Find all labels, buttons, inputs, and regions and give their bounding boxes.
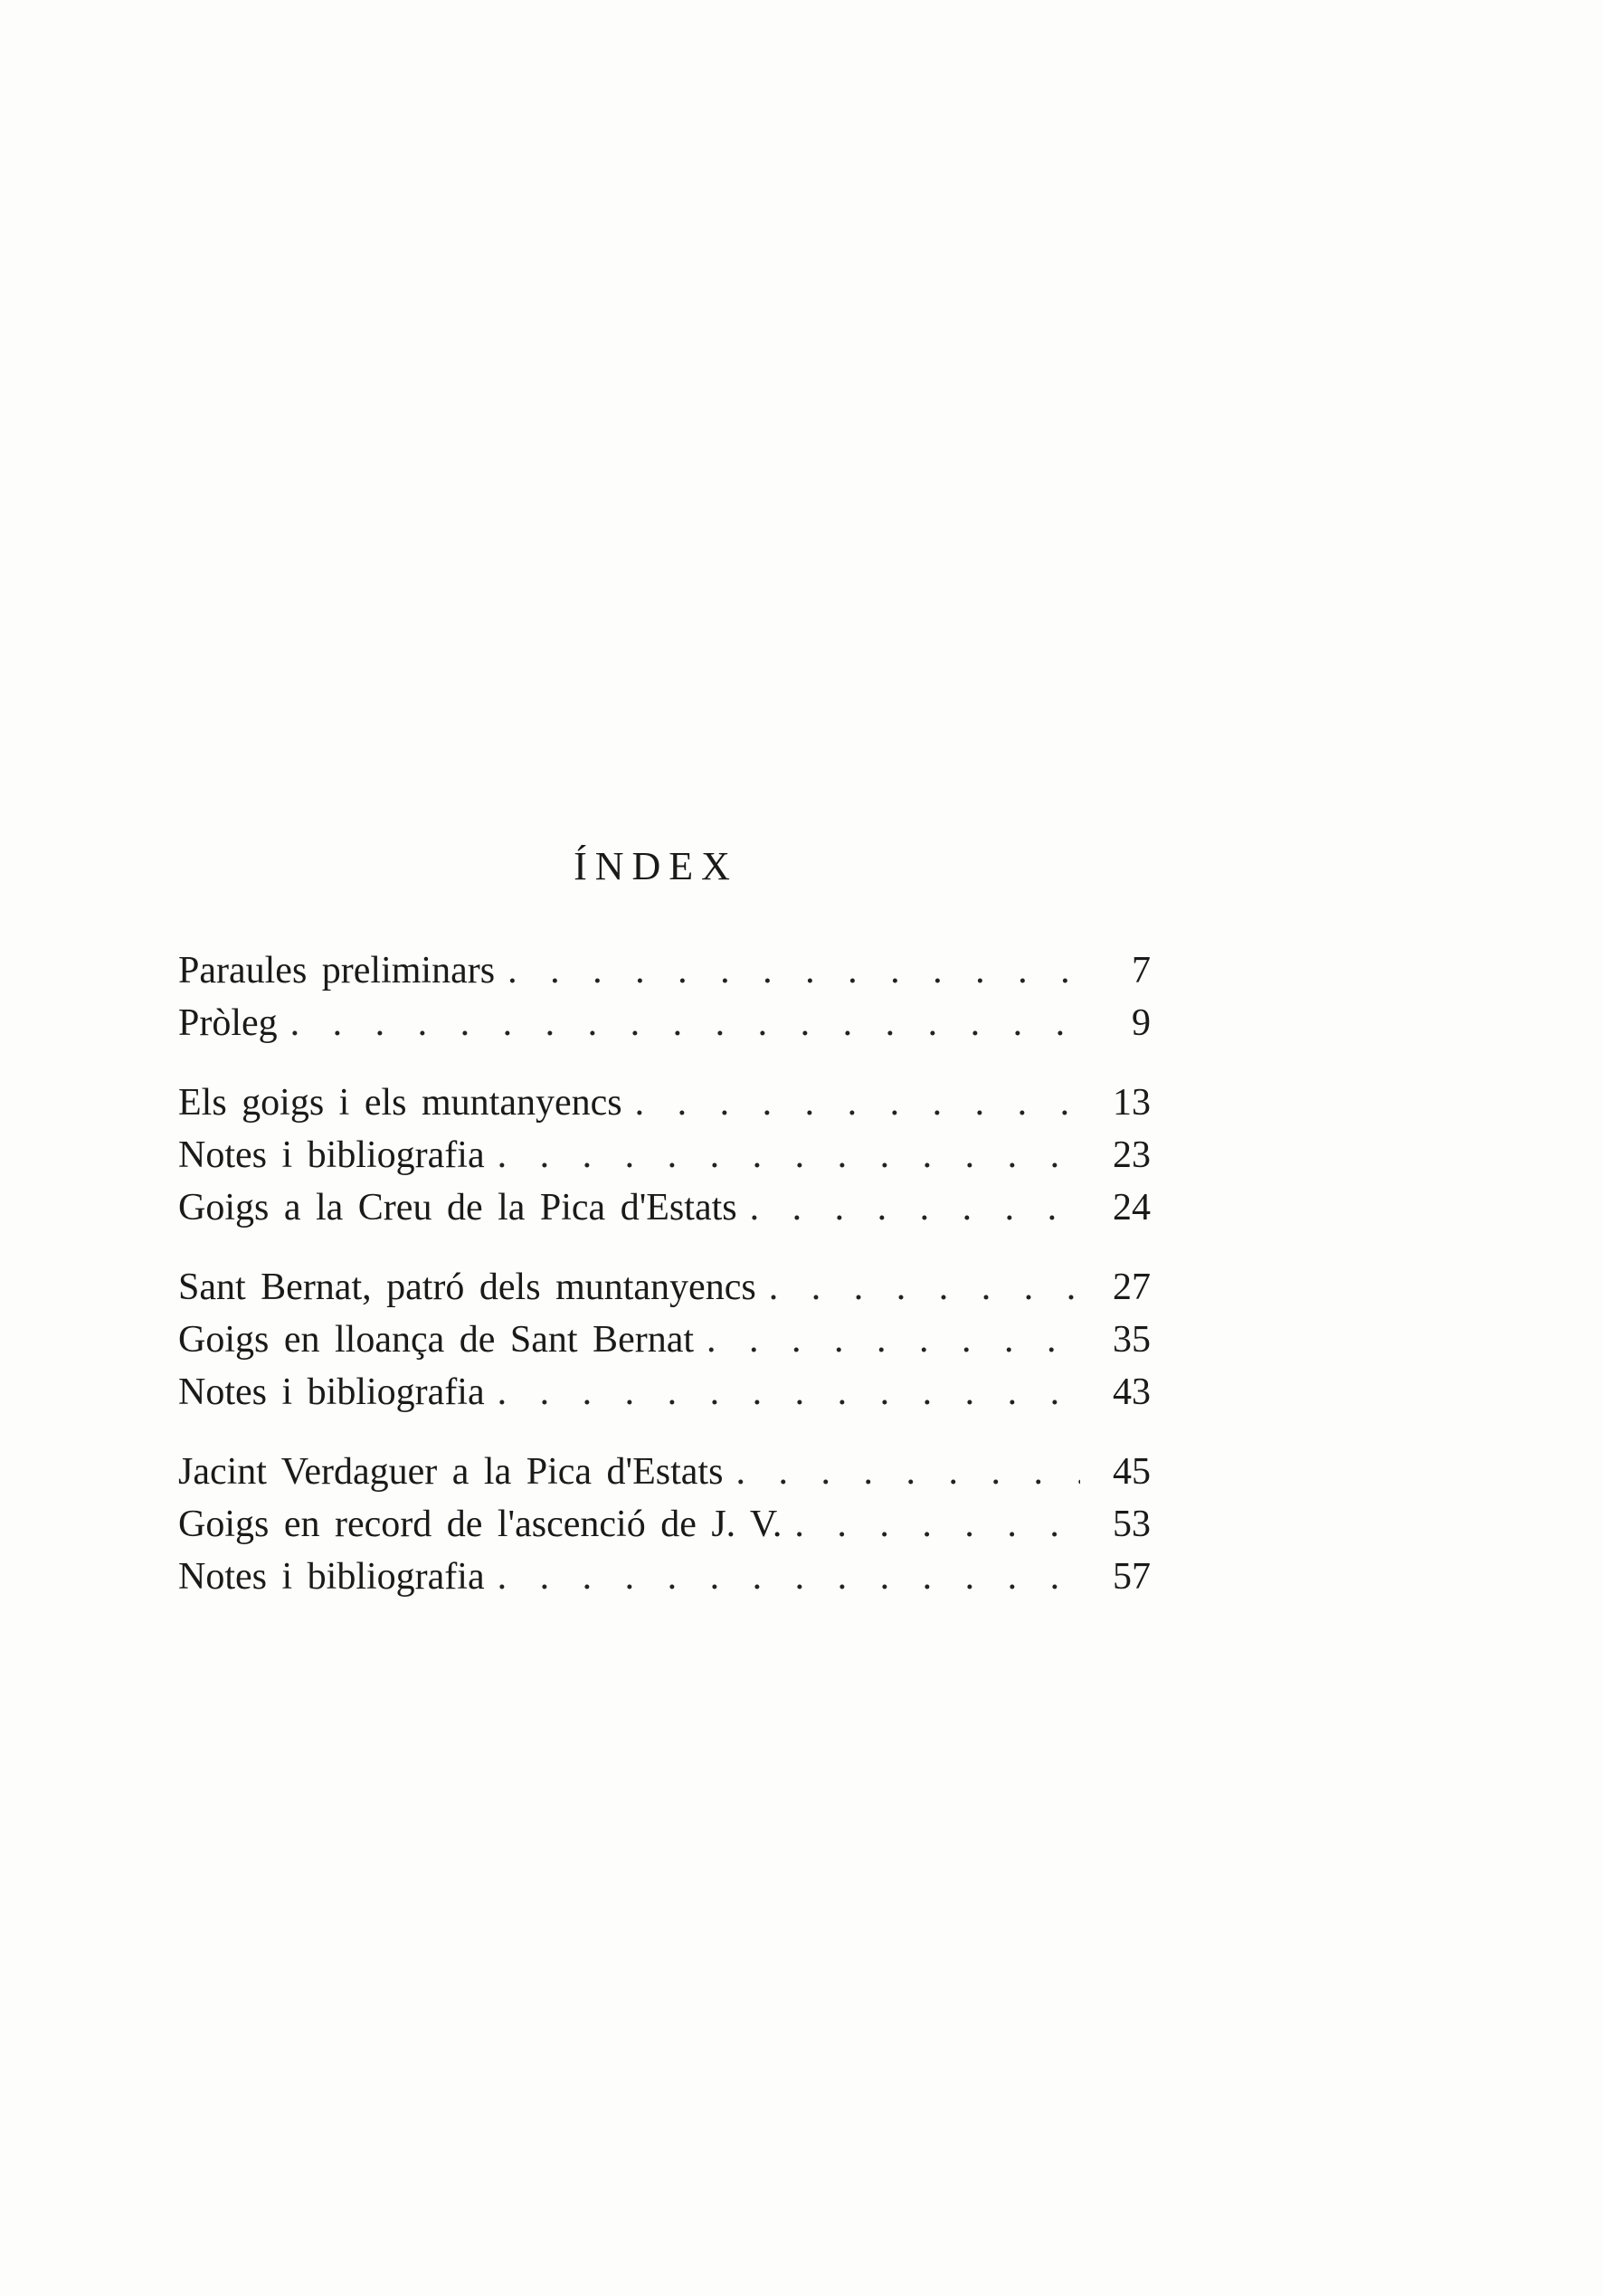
- table-of-contents: [178, 944, 1151, 1630]
- toc-entry-title: Els goigs i els muntanyencs: [178, 1082, 622, 1124]
- toc-entry-page: 13: [1113, 1082, 1151, 1124]
- toc-entry: [178, 1129, 1151, 1181]
- toc-entry: [178, 1261, 1151, 1314]
- dot-leader: [498, 1551, 1080, 1603]
- dot-leader: [794, 1498, 1080, 1551]
- toc-entry-page: 43: [1113, 1371, 1151, 1413]
- dot-leader: [707, 1314, 1080, 1366]
- dot-leader: [498, 1129, 1080, 1181]
- toc-entry-page: 53: [1113, 1504, 1151, 1545]
- toc-entry-title: Goigs en record de l'ascenció de J. V.: [178, 1504, 783, 1545]
- toc-entry-page: 45: [1113, 1451, 1151, 1493]
- toc-entry-title: Paraules preliminars: [178, 950, 496, 991]
- dot-leader: [735, 1446, 1080, 1498]
- toc-group: [178, 944, 1151, 1049]
- toc-entry: [178, 1181, 1151, 1234]
- toc-entry-title: Jacint Verdaguer a la Pica d'Estats: [178, 1451, 724, 1493]
- dot-leader: [498, 1366, 1080, 1418]
- toc-entry-title: Notes i bibliografia: [178, 1134, 485, 1176]
- toc-entry-page: 7: [1132, 950, 1151, 991]
- toc-entry-page: 9: [1132, 1002, 1151, 1044]
- toc-group: [178, 1077, 1151, 1234]
- toc-entry-page: 24: [1113, 1187, 1151, 1229]
- toc-entry: [178, 997, 1151, 1049]
- toc-entry: [178, 1446, 1151, 1498]
- dot-leader: [507, 944, 1080, 997]
- toc-entry-page: 57: [1113, 1556, 1151, 1598]
- toc-entry-page: 23: [1113, 1134, 1151, 1176]
- toc-entry-title: Sant Bernat, patró dels muntanyencs: [178, 1267, 756, 1308]
- toc-entry: [178, 1366, 1151, 1418]
- toc-group: [178, 1261, 1151, 1418]
- toc-entry: [178, 1498, 1151, 1551]
- page-title: ÍNDEX: [574, 844, 738, 888]
- dot-leader: [635, 1077, 1080, 1129]
- toc-entry-page: 35: [1113, 1319, 1151, 1361]
- dot-leader: [769, 1261, 1080, 1314]
- toc-entry-title: Pròleg: [178, 1002, 278, 1044]
- toc-entry-title: Notes i bibliografia: [178, 1556, 485, 1598]
- toc-entry: [178, 1314, 1151, 1366]
- toc-entry: [178, 944, 1151, 997]
- toc-entry-title: Notes i bibliografia: [178, 1371, 485, 1413]
- dot-leader: [290, 997, 1080, 1049]
- toc-entry-page: 27: [1113, 1267, 1151, 1308]
- toc-entry: [178, 1077, 1151, 1129]
- toc-group: [178, 1446, 1151, 1603]
- toc-entry-title: Goigs en lloança de Sant Bernat: [178, 1319, 695, 1361]
- toc-entry-title: Goigs a la Creu de la Pica d'Estats: [178, 1187, 737, 1229]
- dot-leader: [750, 1181, 1080, 1234]
- toc-entry: [178, 1551, 1151, 1603]
